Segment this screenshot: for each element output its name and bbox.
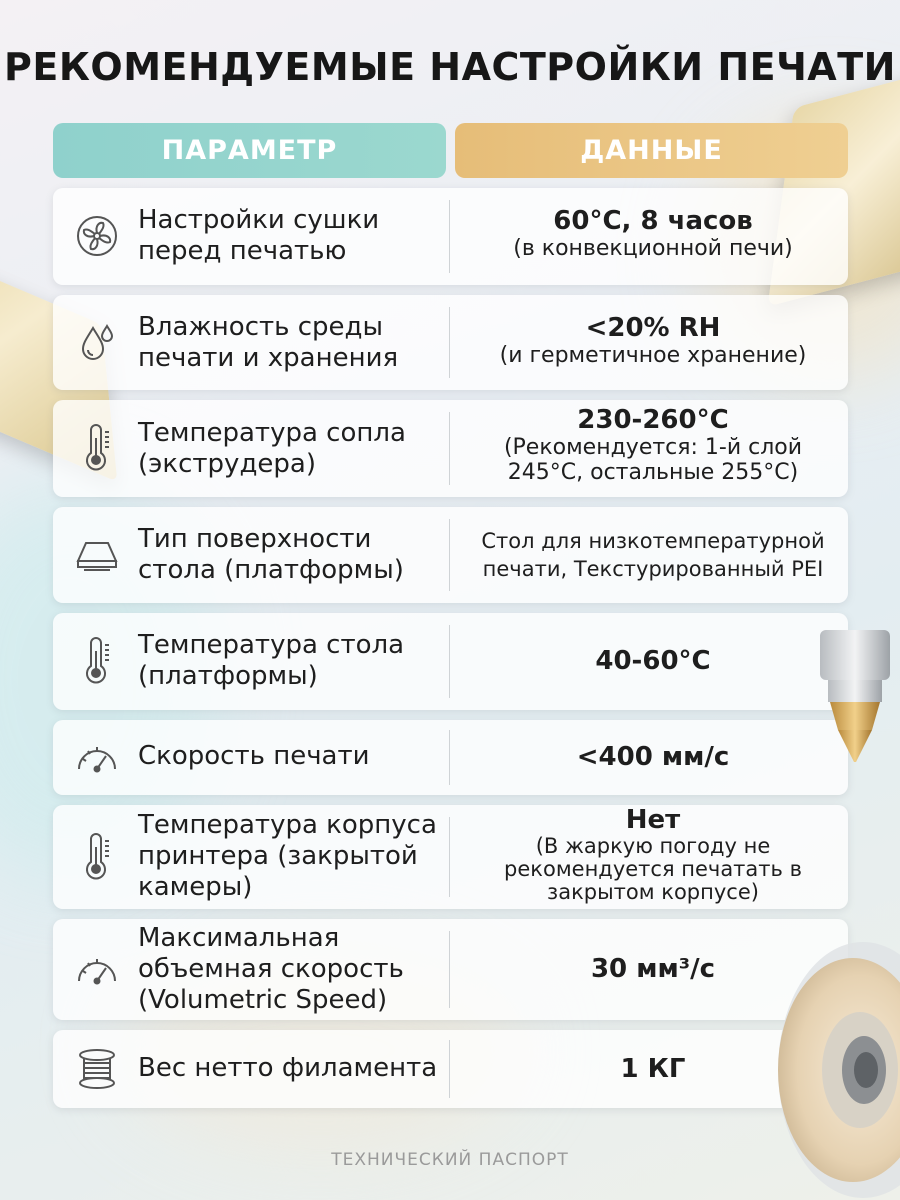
column-divider <box>449 519 450 591</box>
value-main: 60°C, 8 часов <box>553 206 753 236</box>
value-main: <20% RH <box>585 313 721 343</box>
value-main: 40-60°C <box>595 646 711 676</box>
speedometer-icon <box>73 733 121 781</box>
value-note: (Рекомендуется: 1-й слой 245°C, остальные 255°C) <box>503 435 803 485</box>
column-divider <box>449 307 450 378</box>
thermometer-icon <box>73 833 121 881</box>
settings-row-drying <box>53 188 848 285</box>
thermometer-icon <box>73 637 121 685</box>
parameter-value <box>453 527 853 583</box>
parameter-value <box>453 405 853 485</box>
parameter-value <box>453 805 853 904</box>
parameter-label: Вес нетто филамента <box>138 1053 438 1083</box>
value-main: 1 КГ <box>620 1054 686 1084</box>
column-divider <box>449 625 450 698</box>
value-note: (и герметичное хранение) <box>499 343 807 368</box>
column-divider <box>449 200 450 273</box>
fan-icon <box>73 212 121 260</box>
data-column-header: ДАННЫЕ <box>455 123 848 178</box>
settings-row-net-weight <box>53 1030 848 1108</box>
parameter-label: Максимальная объемная скорость (Volumetric Speed) <box>138 923 404 1015</box>
decorative-nozzle-image <box>800 630 900 770</box>
value-main: 30 мм³/с <box>590 954 716 984</box>
parameter-label: Влажность среды печати и хранения <box>138 312 399 373</box>
parameter-value <box>453 206 853 261</box>
parameter-value <box>453 313 853 368</box>
value-main: 230-260°C <box>577 405 729 435</box>
settings-row-humidity <box>53 295 848 390</box>
value-main: <400 мм/с <box>576 742 730 772</box>
settings-row-print-speed <box>53 720 848 795</box>
settings-row-nozzle-temperature <box>53 400 848 497</box>
settings-row-bed-temperature <box>53 613 848 710</box>
parameter-label: Температура стола (платформы) <box>138 630 405 691</box>
column-divider <box>449 817 450 897</box>
column-divider <box>449 730 450 785</box>
parameter-value <box>453 742 853 772</box>
water-drops-icon <box>73 318 121 366</box>
parameter-column-header: ПАРАМЕТР <box>53 123 446 178</box>
value-note: (В жаркую погоду не рекомендуется печатать в закрытом корпусе) <box>504 834 802 904</box>
column-divider <box>449 931 450 1008</box>
settings-row-volumetric-speed <box>53 919 848 1020</box>
column-divider <box>449 1040 450 1098</box>
parameter-label: Скорость печати <box>138 741 370 771</box>
parameter-label: Температура сопла (экструдера) <box>138 418 406 479</box>
value-main: Нет <box>625 805 681 835</box>
parameter-label: Температура корпуса принтера (закрытой камеры) <box>138 810 437 902</box>
footer-caption: ТЕХНИЧЕСКИЙ ПАСПОРТ <box>331 1150 569 1170</box>
speedometer-icon <box>73 945 121 993</box>
thermometer-icon <box>73 424 121 472</box>
value-note: Стол для низкотемпературной печати, Текстурированный PEI <box>481 529 825 581</box>
build-plate-icon <box>73 531 121 579</box>
parameter-label: Тип поверхности стола (платформы) <box>138 524 404 585</box>
settings-row-chamber-temperature <box>53 805 848 909</box>
page-title: РЕКОМЕНДУЕМЫЕ НАСТРОЙКИ ПЕЧАТИ <box>4 45 896 89</box>
spool-icon <box>73 1045 121 1093</box>
settings-row-bed-surface <box>53 507 848 603</box>
column-divider <box>449 412 450 485</box>
value-note: (в конвекционной печи) <box>513 236 793 261</box>
parameter-value <box>453 646 853 676</box>
parameter-label: Настройки сушки перед печатью <box>138 205 380 266</box>
